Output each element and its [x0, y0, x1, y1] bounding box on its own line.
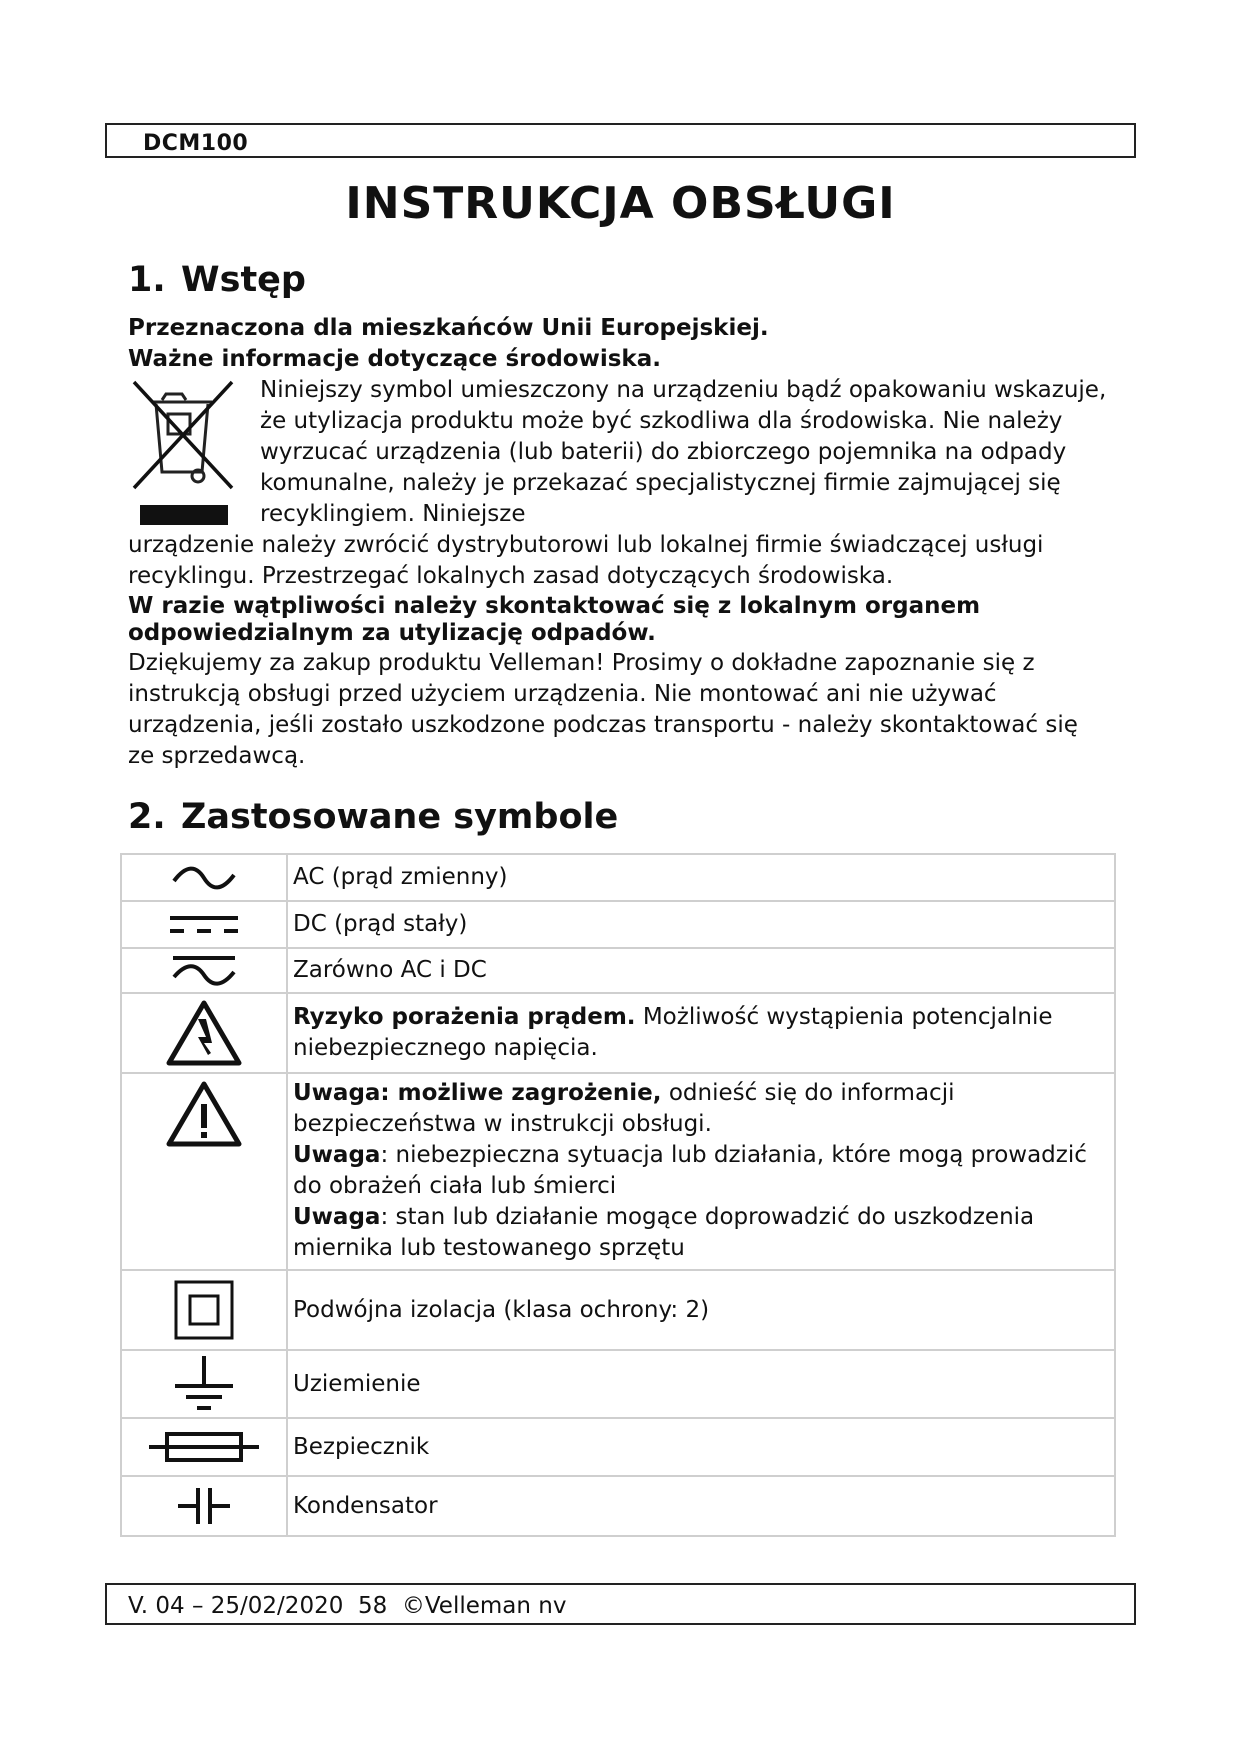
thanks-text: Dziękujemy za zakup produktu Velleman! Prosimy o dokładne zapoznanie się z instrukcją obsługi przed użyciem urządzenia. Nie montować ani nie używać urządzenia, jeśli zostało uszkodzone podczas transportu - należy skontaktować się ze sprzedawcą. — [128, 650, 1078, 769]
table-row — [121, 1350, 1115, 1418]
description-text: : stan lub działanie mogące doprowadzić do uszkodzenia miernika lub testowanego sprzętu — [293, 1204, 1035, 1261]
symbol-description — [287, 1476, 1115, 1536]
description-text: odnieść się do informacji bezpieczeństwa w instrukcji obsługi. — [293, 1080, 955, 1137]
eu-notice: Przeznaczona dla mieszkańców Unii Europejskiej. — [128, 315, 769, 341]
section-2-heading — [128, 797, 618, 837]
symbol-description — [287, 1270, 1115, 1350]
table-row — [121, 948, 1115, 993]
symbol-description — [287, 993, 1115, 1073]
description-text: Uziemienie — [293, 1370, 421, 1397]
disposal-text-2: urządzenie należy zwrócić dystrybutorowi lub lokalnej firmie świadczącej usługi recyklingu. Przestrzegać lokalnych zasad dotyczących środowiska. — [128, 532, 1044, 589]
symbol-cell — [121, 1476, 287, 1536]
table-row — [121, 993, 1115, 1073]
symbol-cell — [121, 1350, 287, 1418]
description-text: AC (prąd zmienny) — [293, 864, 508, 890]
description-text: Kondensator — [293, 1492, 438, 1519]
description-bold: Ryzyko porażenia prądem. — [293, 1004, 636, 1030]
symbol-description — [287, 948, 1115, 993]
section-2-number: 2. — [128, 797, 166, 837]
symbol-cell — [121, 1073, 287, 1270]
section-1-heading — [128, 260, 306, 300]
electric-shock-warning-icon — [166, 999, 242, 1067]
ac-sine-icon — [169, 863, 239, 893]
description-text: Zarówno AC i DC — [293, 957, 487, 983]
description-text: DC (prąd stały) — [293, 911, 468, 937]
symbol-description — [287, 1418, 1115, 1476]
symbol-description — [287, 1350, 1115, 1418]
symbol-cell — [121, 948, 287, 993]
symbol-cell — [121, 993, 287, 1073]
header-box — [105, 123, 1136, 158]
capacitor-icon — [176, 1486, 232, 1526]
description-bold: Uwaga — [293, 1142, 381, 1168]
description-text: : niebezpieczna sytuacja lub działania, które mogą prowadzić do obrażeń ciała lub śmierci — [293, 1142, 1087, 1199]
disposal-text-1: Niniejszy symbol umieszczony na urządzeniu bądź opakowaniu wskazuje, że utylizacja produktu może być szkodliwa dla środowiska. Nie należy wyrzucać urządzenia (lub baterii) do zbiorczego pojemnika na odpady komunalne, należy je przekazać specjalistycznej firmie zajmującej się recyklingiem. Niniejsze — [260, 377, 1107, 527]
table-row — [121, 901, 1115, 948]
symbol-description — [287, 854, 1115, 901]
dc-icon — [168, 910, 240, 940]
section-1-title: Wstęp — [181, 260, 306, 300]
description-text: Możliwość wystąpienia potencjalnie niebezpiecznego napięcia. — [293, 1004, 1053, 1061]
page-title: INSTRUKCJA OBSŁUGI — [345, 178, 896, 229]
section-1-number: 1. — [128, 260, 166, 300]
ground-icon — [173, 1354, 235, 1414]
model-label: DCM100 — [143, 131, 249, 156]
doubt-notice: W razie wątpliwości należy skontaktować się z lokalnym organem odpowiedzialnym za utylizację odpadów. — [128, 593, 981, 646]
symbols-table — [120, 853, 1116, 1537]
symbol-description — [287, 1073, 1115, 1270]
double-insulation-icon — [173, 1279, 235, 1341]
ac-dc-icon — [169, 953, 239, 989]
symbol-cell — [121, 1418, 287, 1476]
description-bold: Uwaga: możliwe zagrożenie, — [293, 1080, 662, 1106]
table-row — [121, 1476, 1115, 1536]
table-row — [121, 1073, 1115, 1270]
footer-text: V. 04 – 25/02/2020 58 ©Velleman nv — [128, 1593, 567, 1619]
crossed-out-wheelie-bin-icon — [128, 380, 240, 530]
description-text: Bezpiecznik — [293, 1433, 430, 1460]
description-text: Podwójna izolacja (klasa ochrony: 2) — [293, 1296, 710, 1323]
table-row — [121, 1418, 1115, 1476]
table-row — [121, 1270, 1115, 1350]
symbol-description — [287, 901, 1115, 948]
symbol-cell — [121, 854, 287, 901]
caution-icon — [166, 1080, 242, 1148]
description-bold: Uwaga — [293, 1204, 381, 1230]
footer-box — [105, 1583, 1136, 1625]
environment-notice: Ważne informacje dotyczące środowiska. — [128, 346, 661, 372]
fuse-icon — [147, 1429, 261, 1465]
symbol-cell — [121, 1270, 287, 1350]
table-row — [121, 854, 1115, 901]
symbol-cell — [121, 901, 287, 948]
section-2-title: Zastosowane symbole — [181, 797, 619, 837]
